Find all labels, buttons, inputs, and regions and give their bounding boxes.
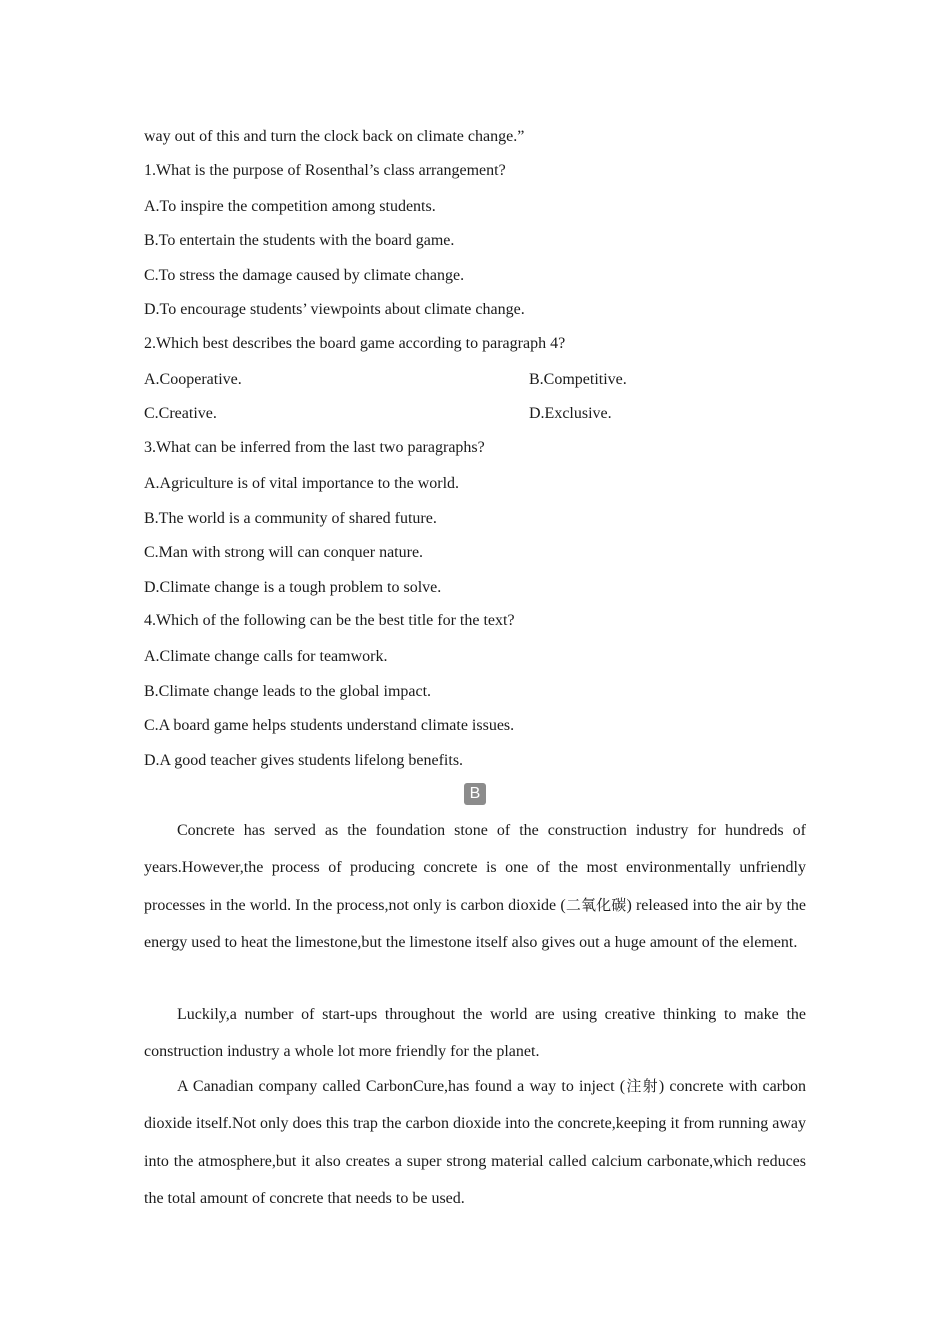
paragraph-3-text-before: A Canadian company called CarbonCure,has found a way to inject ( [177, 1078, 626, 1095]
passage-b-paragraph-2 [144, 996, 806, 1071]
question-2-option-a: A.Cooperative. [144, 371, 242, 388]
question-1-option-a: A.To inspire the competition among students. [144, 198, 436, 215]
question-2-stem: 2.Which best describes the board game according to paragraph 4? [144, 335, 566, 352]
passage-b-paragraph-1 [144, 812, 806, 961]
paragraph-2-text: Luckily,a number of start-ups throughout the world are using creative thinking to make the construction industry a whole lot more friendly for the planet. [144, 1006, 806, 1061]
question-4-option-a: A.Climate change calls for teamwork. [144, 648, 388, 665]
question-3-option-c: C.Man with strong will can conquer nature. [144, 544, 424, 561]
section-b-header [144, 783, 806, 805]
question-4-option-c: C.A board game helps students understand climate issues. [144, 717, 515, 734]
question-1-option-d: D.To encourage students’ viewpoints about climate change. [144, 301, 525, 318]
paragraph-1-text-after: ) released into the air by the energy used to heat the limestone,but the limestone itself also gives out a huge amount of the element. [144, 896, 806, 951]
question-3-stem: 3.What can be inferred from the last two paragraphs? [144, 439, 485, 456]
question-4-option-b: B.Climate change leads to the global impact. [144, 683, 432, 700]
passage-b-paragraph-3 [144, 1068, 806, 1217]
question-2-option-b: B.Competitive. [529, 371, 627, 388]
question-4-stem: 4.Which of the following can be the best title for the text? [144, 612, 515, 629]
paragraph-3-text-after: ) concrete with carbon dioxide itself.Not only does this trap the carbon dioxide into the concrete,keeping it from running away into the atmosphere,but it also creates a super strong material called calcium carbonate,which reduces the total amount of concrete that needs to be used. [144, 1078, 806, 1207]
question-3-option-b: B.The world is a community of shared future. [144, 510, 437, 527]
question-1-stem: 1.What is the purpose of Rosenthal’s class arrangement? [144, 162, 506, 179]
question-1-option-c: C.To stress the damage caused by climate change. [144, 267, 465, 284]
quote-tail: way out of this and turn the clock back on climate change.” [144, 128, 525, 145]
section-b-badge: B [464, 783, 486, 805]
question-4-option-d: D.A good teacher gives students lifelong benefits. [144, 752, 464, 769]
question-3-option-a: A.Agriculture is of vital importance to the world. [144, 475, 460, 492]
question-2-option-c: C.Creative. [144, 405, 217, 422]
question-2-option-d: D.Exclusive. [529, 405, 612, 422]
question-3-option-d: D.Climate change is a tough problem to solve. [144, 579, 442, 596]
question-1-option-b: B.To entertain the students with the board game. [144, 232, 455, 249]
paragraph-1-text-before: Concrete has served as the foundation stone of the construction industry for hundreds of years.However,the process of producing concrete is one of the most environmentally unfriendly processes in the world. In the process,not only is carbon dioxide ( [144, 822, 806, 914]
paragraph-1-annotation: 二氧化碳 [565, 895, 627, 914]
paragraph-3-annotation: 注射 [625, 1077, 659, 1095]
